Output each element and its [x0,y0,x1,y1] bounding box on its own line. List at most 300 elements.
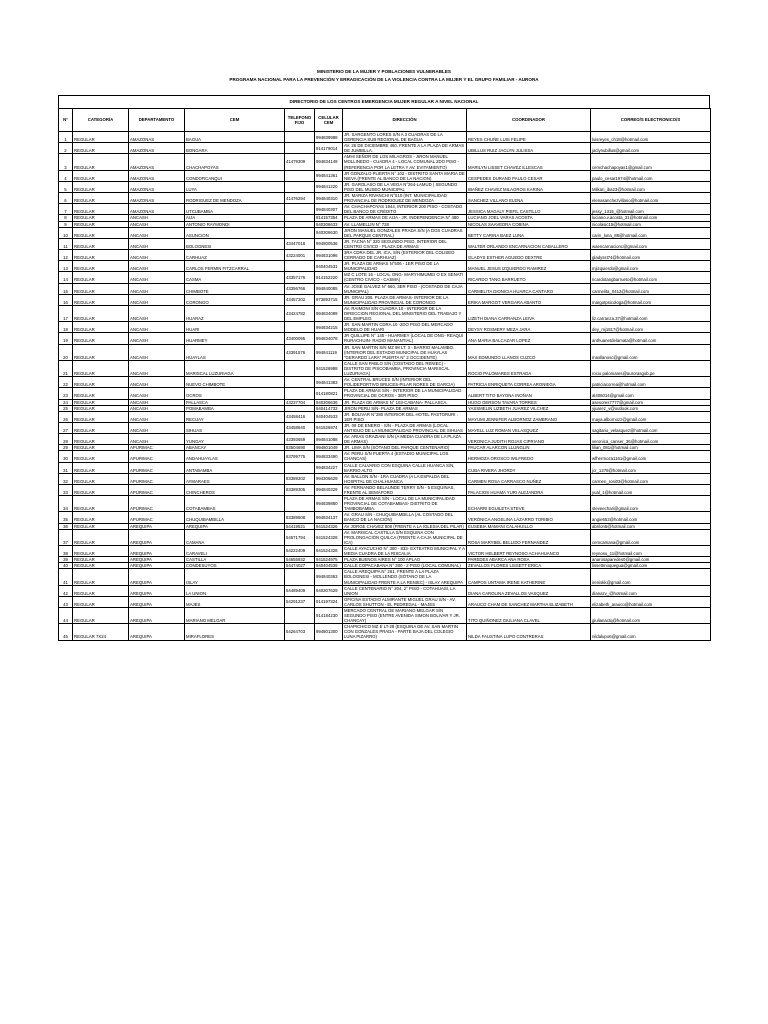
coordinator-cell: MANUEL JESUS IZQUIERDO RAMIREZ [467,261,591,272]
table-row [59,294,711,305]
phone-cell: 83504690 [285,445,315,451]
email-cell: yjuarez_v@outlook.com [591,405,711,411]
department-cell: ANCASH [129,221,185,227]
table-row [59,181,711,192]
cem-cell: POMABAMBA [185,405,285,411]
email-cell: anthuanetdelamata@hotmail.com [591,333,711,344]
email-cell: gladysst74@hotmail.com [591,249,711,260]
phone-cell: 43237704 [285,399,315,405]
email-cell: yual_1@hotmail.com [591,484,711,495]
coordinator-cell: RICARDO TANG BARRUETO [467,272,591,283]
category-cell: REGULAR [73,181,129,192]
phone-cell [285,607,315,623]
phone-cell: 54291237 [285,596,315,607]
mobile-cell: 994801300 [315,624,343,640]
email-cell: abrilon5@hotmail.com [591,523,711,529]
department-cell: APURIMAC [129,473,185,484]
table-row [59,193,711,204]
cem-cell: AIJA [185,215,285,221]
email-cell: maxllanosc@gmail.com [591,344,711,360]
row-number: 18 [59,322,73,333]
col-header-category: CATEGORÍA [73,109,129,132]
department-cell: AMAZONAS [129,132,185,143]
email-cell: reynoso_11@hotmail.com [591,545,711,556]
cem-cell: NUEVO CHIMBOTE [185,377,285,388]
address-cell: AV. GRAU S/N - CHUQUIBAMBILLA (AL COSTADO DEL BANCO DE LA NACIÓN) [343,512,467,523]
category-cell: REGULAR [73,132,129,143]
cem-cell: CHACHAPOYAS [185,154,285,170]
department-cell: AREQUIPA [129,557,185,563]
phone-cell [285,462,315,473]
email-cell: elizabeth_arauco@hotmail.com [591,596,711,607]
table-row [59,154,711,170]
directory-title: DIRECTORIO DE LOS CENTROS EMERGENCIA MUJER REGULAR A NIVEL NACIONAL [289,99,479,104]
category-cell: REGULAR 7X24 [73,624,129,640]
cem-cell: ASUNCION [185,227,285,238]
mobile-cell: 994840310 [315,193,343,204]
cem-directory-table [58,108,711,641]
cem-cell: CHINCHEROS [185,484,285,495]
department-cell: ANCASH [129,305,185,321]
table-row [59,422,711,433]
mobile-cell: 940404533 [315,411,343,422]
table-row [59,305,711,321]
mobile-cell: 994841088 [315,434,343,445]
row-number: 44 [59,607,73,623]
phone-cell: 54655932 [285,557,315,563]
phone-cell: 43457202 [285,294,315,305]
address-cell: JR. BOLIVAR N°280 INTERIOR DEL HOTEL PASTORURI . 1ER PISO [343,411,467,422]
phone-cell: 43424782 [285,305,315,321]
table-row [59,569,711,585]
address-cell: CHAPICHICO MZ E LT-28 (ESQUINA DE AV. SAN MARTIN CON GONZALES PRADA - PARTE BAJA DEL COLEGIO LUNA PIZARRO) [343,624,467,640]
row-number: 21 [59,360,73,376]
mobile-cell: 994834149 [315,154,343,170]
table-row [59,170,711,181]
cem-cell: CHIMBOTE [185,283,285,294]
mobile-cell: 994801049 [315,445,343,451]
category-cell: REGULAR [73,523,129,529]
table-row [59,204,711,215]
coordinator-cell: UBILLUS RUIZ JACLYN JULISSA [467,143,591,154]
address-cell: JR. PLAZA DE ARMAS N°506 - 1ER PISO DE LA MUNICIPALIDAD [343,261,467,272]
email-cell: lilian_081@hotmail.com [591,445,711,451]
row-number: 25 [59,405,73,411]
phone-cell: 83799775 [285,451,315,462]
mobile-cell: 994839880 [315,496,343,512]
department-cell: ANCASH [129,360,185,376]
row-number: 16 [59,294,73,305]
department-cell: ANCASH [129,261,185,272]
cem-cell: ANTABAMBA [185,462,285,473]
cem-cell: MARISCAL LUZURIAGA [185,360,285,376]
mobile-cell: 994834089 [315,305,343,321]
row-number: 31 [59,462,73,473]
row-number: 23 [59,388,73,399]
email-cell: waencarnacionc@gmail.com [591,238,711,249]
category-cell: REGULAR [73,405,129,411]
phone-cell: 54489409 [285,585,315,596]
col-header-address: DIRECCIÓN [343,109,467,132]
program-title: PROGRAMA NACIONAL PARA LA PREVENCIÓN Y ERRADICACIÓN DE LA VIOLENCIA CONTRA LA MUJER Y EL GRUPO FAMILIAR - AURORA [229,77,539,82]
directory-header-box [58,95,710,109]
phone-cell: 43458416 [285,411,315,422]
email-cell: margotpsicologa@hotmail.com [591,294,711,305]
category-cell: REGULAR [73,529,129,545]
cem-cell: BAGUA [185,132,285,143]
mobile-cell: 914197324 [315,596,343,607]
cem-cell: ABANCAY [185,445,285,451]
coordinator-cell: CARMEN ROSA CARRASCO NUÑEZ [467,473,591,484]
category-cell: REGULAR [73,154,129,170]
mobile-cell: 914180821 [315,388,343,399]
category-cell: REGULAR [73,445,129,451]
table-row [59,377,711,388]
category-cell: REGULAR [73,434,129,445]
mobile-cell: 994840329 [315,484,343,495]
cem-cell: CHUQUIBAMBILLA [185,512,285,523]
mobile-cell: 941524328 [315,529,343,545]
table-row [59,624,711,640]
email-cell: anarosaparedes0@gmail.com [591,557,711,563]
department-cell: ANCASH [129,283,185,294]
row-number: 45 [59,624,73,640]
department-cell: ANCASH [129,272,185,283]
mobile-cell: 994834227 [315,462,343,473]
cem-cell: HUARMEY [185,333,285,344]
category-cell: REGULAR [73,333,129,344]
mobile-cell: 941526974 [315,422,343,433]
category-cell: REGULAR [73,545,129,556]
address-cell: OFICINA ESTADIO ALMIRANTE MIGUEL GRAU S/N - AV. CARLOS SHUTTON - EL PEDREGAL - MAJES [343,596,467,607]
category-cell: REGULAR [73,305,129,321]
row-number: 13 [59,261,73,272]
email-cell: paulo_cesar1974@hotmail.com [591,170,711,181]
coordinator-cell: CUBA RIVERA JHORDY [467,462,591,473]
department-cell: AREQUIPA [129,545,185,556]
address-cell: PLAZA BUENOS AIRES N° 100 APLAO [343,557,467,563]
address-cell: AV. 26 DE DICIEMBRE 460. FRENTE A LA PLAZA DE ARMAS DE JUMBILLA. [343,143,467,154]
row-number: 12 [59,249,73,260]
cem-cell: SIHUAS [185,422,285,433]
cem-cell: CASMA [185,272,285,283]
address-cell: JR. MARIZA RIVANCHI N°510 (INT. MUNICIPALIDAD PROVINCIAL DE RODRIGUEZ DE MENDOZA [343,193,467,204]
row-number: 3 [59,154,73,170]
email-cell: jaclynubillus@gmail.com [591,143,711,154]
category-cell: REGULAR [73,411,129,422]
phone-cell [285,322,315,333]
address-cell: AV. MARISCAL CASTILLA S/N ESQUINA CON PROLONGACIÓN QUILCA (FRENTE A CAJA MUNICIPAL DE ICA) [343,529,467,545]
table-row [59,143,711,154]
cem-cell: RODRIGUEZ DE MENDOZA [185,193,285,204]
email-cell: nicolasic15@hotmail.com [591,221,711,227]
department-cell: APURIMAC [129,512,185,523]
email-cell: giulianactq@hotmail.com [591,607,711,623]
phone-cell [285,227,315,238]
address-cell: JR QUILLIPE N° 145 - HUARMEY (LOCAL DE ONG- REAQUI RURACHUIN- RADIO MANANTIAL) [343,333,467,344]
category-cell: REGULAR [73,272,129,283]
email-cell: rocio.palomares@aurorasgob.pe [591,360,711,376]
row-number: 14 [59,272,73,283]
email-cell: steveechari@gmail.com [591,496,711,512]
row-number: 29 [59,445,73,451]
mobile-cell: 941526988 [315,360,343,376]
department-cell: AREQUIPA [129,624,185,640]
email-cell: asesores7777@gmail.com [591,399,711,405]
phone-cell: 41476294 [285,193,315,204]
phone-cell [285,377,315,388]
email-cell: ireniskk@gmail.com [591,569,711,585]
category-cell: REGULAR [73,204,129,215]
mobile-cell: 941524326 [315,523,343,529]
mobile-cell: 994841361 [315,170,343,181]
table-row [59,227,711,238]
coordinator-cell: WALTER ORLANDO ENCARNACION CABALLERO [467,238,591,249]
row-number: 15 [59,283,73,294]
mobile-cell: 940306633 [315,221,343,227]
phone-cell: 41479309 [285,154,315,170]
email-cell: Milkari_iba23@hotmail.com [591,181,711,192]
email-cell: al406014@gmail.com [591,388,711,399]
coordinator-cell: NILDA FAUSTINA LUPO CONTRERAS [467,624,591,640]
phone-cell: 54571794 [285,529,315,545]
address-cell: AV. PERU S/N PUERTA 4 (ESTADIO MUNICIPAL LOS CHANCAS) [343,451,467,462]
row-number: 42 [59,585,73,596]
mobile-cell: 994306629 [315,473,343,484]
cem-cell: CORONGO [185,294,285,305]
email-cell: jcr_1278@hotmail.com [591,462,711,473]
coordinator-cell: VERÓNICA ANGELINA LÁZARRO TORIBIO [467,512,591,523]
cem-cell: ANDAHUAYLAS [185,451,285,462]
department-cell: AREQUIPA [129,563,185,569]
phone-cell: 43391576 [285,344,315,360]
mobile-cell: 940306636 [315,399,343,405]
coordinator-cell: DIANA CAROLINA ZEVALLOS VASQUEZ [467,585,591,596]
address-cell: PLAZA DE ARMAS DE AIJA - JR. INDEPENDENCIA N° 480 [343,215,467,221]
address-cell: CALLE COPACABANA N° 300 - 2 PISO (LOCAL COMUNAL) [343,563,467,569]
coordinator-cell: HERMOZA OROSCO WILFREDO [467,451,591,462]
col-header-department: DEPARTAMENTO [129,109,185,132]
mobile-cell: 914179014 [315,143,343,154]
address-cell: JR. 09 DE ENERO - S/N - PLAZA DE ARMAS (LOCAL ANTIGUO DE LA MUNICIPALIDAD PROVINCIAL DE SIHUAS [343,422,467,433]
table-row [59,529,711,545]
mobile-cell: 994834215 [315,322,343,333]
address-cell: CALLE SAN PABLO S/N (COSTADO DEL RENIEC) - DISTRITO DE PISCOBAMBA, PROVINCIA MARISCAL LUZURIAGA) [343,360,467,376]
cem-cell: MIRAFLORES [185,624,285,640]
address-cell: 3RA CDRA DEL JR. ICA, S/N (EXTERIOR DEL COLISEO CERRADO DE CARHUAZ) [343,249,467,260]
coordinator-cell: ROSA MARYBEL BELLIDO FERNANDEZ [467,529,591,545]
category-cell: REGULAR [73,170,129,181]
mobile-cell: 994833490 [315,451,343,462]
mobile-cell: 940414733 [315,405,343,411]
email-cell: cemchachapoyas1@gmail.com [591,154,711,170]
cem-cell: CARHUAZ [185,249,285,260]
coordinator-cell: ZEVALLOS FLORES LISSETT ERICA [467,563,591,569]
department-cell: ANCASH [129,411,185,422]
address-cell: PLAZA DE ARMAS S/N - INTERIOR DE LA MUNICIPALIDAD PROVINCIAL DE OCROS - 3ER PISO [343,388,467,399]
coordinator-cell: PALACIOS HUAMA YURI ALEJANDRA [467,484,591,495]
department-cell: ANCASH [129,227,185,238]
table-row [59,261,711,272]
address-cell: AV. RAIMONI S/N CUADRA 10 - INTERIOR DE LA DIRECCION REGIONAL DEL MINISTERIO DEL TRABAJO Y DEL EMPLEO. [343,305,467,321]
ministry-title: MINISTERIO DE LA MUJER Y POBLACIONES VULNERABLES [317,69,451,74]
department-cell: APURIMAC [129,496,185,512]
row-number: 40 [59,563,73,569]
email-cell: wfhermoza1161@gmail.com [591,451,711,462]
coordinator-cell: MAYUMI JENNIFER ALBORNOZ ZAMBRANO [467,411,591,422]
table-row [59,512,711,523]
department-cell: AREQUIPA [129,523,185,529]
email-cell: ricardotangbarrueto@hotmail.com [591,272,711,283]
address-cell: CALLE AYACUCHO N° 300 - 833- EXTEATRO MUNICIPAL Y A MEDIA CUADRA DE LA RISCALIA [344,545,465,557]
phone-cell [285,181,315,192]
email-cell: carmelita_0412@hotmail.com [591,283,711,294]
department-cell: ANCASH [129,322,185,333]
category-cell: REGULAR [73,462,129,473]
phone-cell [285,496,315,512]
address-cell: CALLE CENTENARIO N° 204, 2° PISO - COTAHUASI, LA UNION [343,585,467,596]
email-cell: elenasanchezvillano@hotmail.com [591,193,711,204]
table-row [59,596,711,607]
row-number: 22 [59,377,73,388]
department-cell: AREQUIPA [129,607,185,623]
category-cell: REGULAR [73,360,129,376]
coordinator-cell: JESSICA MAGALY PISFIL CASTILLO [467,204,591,215]
cem-cell: HUARI [185,322,285,333]
department-cell: ANCASH [129,215,185,221]
department-cell: APURIMAC [129,462,185,473]
row-number: 7 [59,204,73,215]
row-number: 39 [59,557,73,563]
email-cell: carin_luna_88@hotmail.com [591,227,711,238]
row-number: 4 [59,170,73,181]
phone-cell: 43357176 [285,272,315,283]
address-cell: JR. LIMA S/N (SÓTANO DEL PARQUE CENTENARIO) [343,445,467,451]
department-cell: ANCASH [129,434,185,445]
email-cell: luciano.v.acosta_31@hotmail.com [591,215,711,221]
email-cell: sagitario_velasquez@hotmail.com [591,422,711,433]
email-cell: jessy_1315_@hotmail.com [591,204,711,215]
department-cell: AREQUIPA [129,529,185,545]
mobile-cell: 973893715 [315,294,343,305]
address-cell: JR. SARGENTO LORES S/N A 3 CUADRAS DE LA GERENCIA SUB REGIONAL DE BAGUA [343,132,467,143]
category-cell: REGULAR [73,484,129,495]
phone-cell: 43458640 [285,422,315,433]
mobile-cell: 994840085 [315,283,343,294]
table-row [59,360,711,376]
department-cell: AMAZONAS [129,204,185,215]
address-cell: CALLE CALVARIO CON ESQUINA CALLE HUANCA S/N, BARRIO ALTO [343,462,467,473]
phone-cell: 43224001 [285,249,315,260]
address-cell: JR. GRAU 206. PLAZA DE ARMAS- INTERIOR DE LA MUNICIPALIDAD PROVINCIAL DE CORONGO [343,294,467,305]
mobile-cell: 994841383 [315,377,343,388]
phone-cell [285,388,315,399]
category-cell: REGULAR [73,143,129,154]
row-number: 9 [59,221,73,227]
category-cell: REGULAR [73,473,129,484]
mobile-cell: 994841220 [315,181,343,192]
phone-cell: 54264703 [285,624,315,640]
mobile-cell: 994840363 [315,569,343,585]
department-cell: AMAZONAS [129,143,185,154]
row-number: 26 [59,411,73,422]
phone-cell [285,569,315,585]
department-cell: ANCASH [129,249,185,260]
cem-cell: PALLASCA [185,399,285,405]
table-row [59,607,711,623]
category-cell: REGULAR [73,563,129,569]
mobile-cell: 994834137 [315,512,343,523]
category-cell: REGULAR [73,261,129,272]
cem-cell: CAMANA [185,529,285,545]
department-cell: AMAZONAS [129,181,185,192]
department-cell: AREQUIPA [129,585,185,596]
table-row [59,333,711,344]
category-cell: REGULAR [73,377,129,388]
mobile-cell: 994840307 [315,204,343,215]
address-cell: AMHI SEÑOR DE LOS MILAGROS - JIRON MANUEL MOLLINEDO - CUADRA 4 - LOCAL COMUNAL 2DO PISO - (REFERENCIA POR LA LETRA Y AV. EVITAMIENTO) [343,154,467,170]
phone-cell: 43356766 [285,283,315,294]
table-row [59,545,711,556]
table-row [59,434,711,445]
coordinator-cell: PAREDES ABARCA ANA ROSA [467,557,591,563]
cem-cell: COTABAMBAS [185,496,285,512]
table-row [59,585,711,596]
department-cell: ANCASH [129,377,185,388]
coordinator-cell: MAX EDMUNDO LLANOS CUZCO [467,344,591,360]
row-number: 36 [59,523,73,529]
address-cell: JR. TACNA N° 320 SEGUNDO PISO, INTERIOR DEL CENTRO CIVICO - PLAZA DE ARMAS [343,238,467,249]
coordinator-cell: DEYSY ROSMERY MEZA JARA [467,322,591,333]
category-cell: REGULAR [73,193,129,204]
phone-cell [285,204,315,215]
category-cell: REGULAR [73,512,129,523]
phone-cell [285,360,315,376]
address-cell: AV. FERNANDO BELAUNDE TERRY S/N - 5 ESQUINAS, FRENTE AL SEMÁFORO [343,484,467,495]
mobile-cell: 914184230 [315,607,343,623]
category-cell: REGULAR [73,496,129,512]
row-number: 30 [59,451,73,462]
cem-cell: ISLAY [185,569,285,585]
cem-cell: CASTILLA [185,557,285,563]
address-cell: JR. PLAZA DE ARMAS N° 103-CABANA- PALLASCA. [343,399,467,405]
row-number: 37 [59,529,73,545]
address-cell: JIRON MANUEL GONZALES PRADA S/N (A DOS CUADRAS DEL PARQUE CENTRAL) [343,227,467,238]
email-cell: nildalupo6@gmail.com [591,624,711,640]
address-cell: AV. ARIAS GRAZIANI S/N (A MEDIA CUADRA DE LA PLAZA DE ARMAS) [343,434,467,445]
phone-cell: 83389202 [285,473,315,484]
phone-cell: 83389508 [285,512,315,523]
phone-cell [285,170,315,181]
cem-cell: HUARAZ [185,305,285,321]
cem-cell: HUAYLAS [185,344,285,360]
mobile-cell: 941524975 [315,557,343,563]
coordinator-cell: SANCHEZ VILLANO ELENA [467,193,591,204]
email-cell: maya.albornozz@gmail.com [591,411,711,422]
row-number: 28 [59,434,73,445]
category-cell: REGULAR [73,227,129,238]
cem-cell: OCROS [185,388,285,399]
coordinator-cell: ERIKA MARGOT VERGARA ABANTO [467,294,591,305]
coordinator-cell: YASSMELIN LIZBETH JUAREZ VILCHEZ [467,405,591,411]
cem-cell: MARIANO MELGAR [185,607,285,623]
phone-cell: 54474027 [285,563,315,569]
address-cell: AV. LLAMELLIN N° 728 [343,221,467,227]
coordinator-cell: MARILYN LISSET CHAVEZ ILLESCAS [467,154,591,170]
coordinator-cell: LUCIANO JOEL VARAS ACOSTA [467,215,591,221]
category-cell: REGULAR [73,585,129,596]
mobile-cell: 994841119 [315,344,343,360]
